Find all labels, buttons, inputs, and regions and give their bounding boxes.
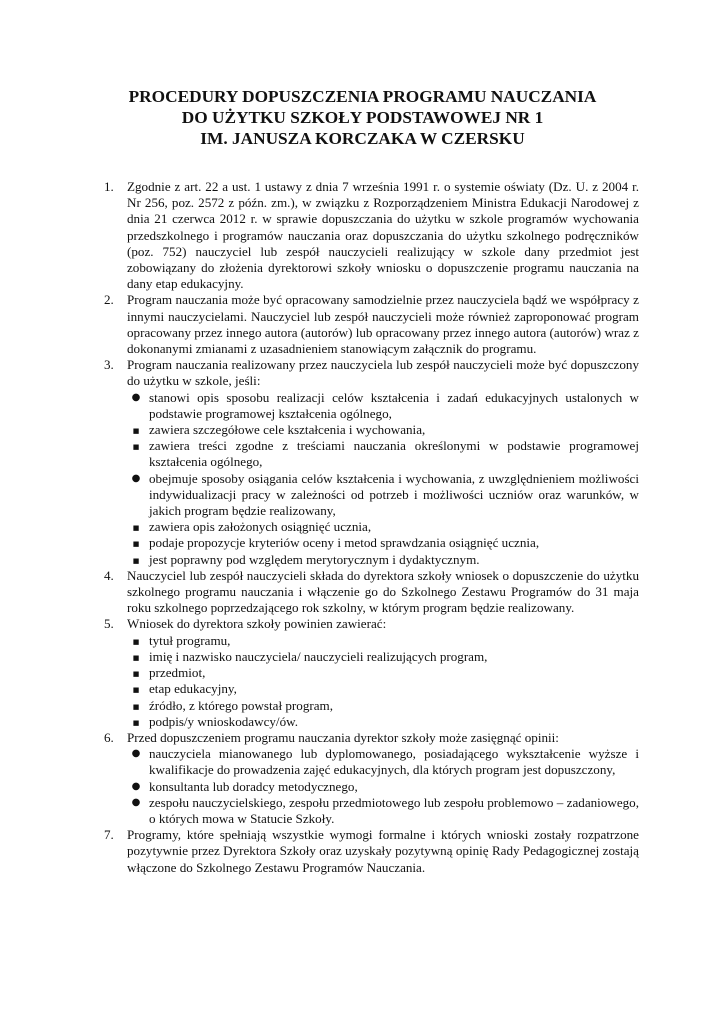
title-line-3: IM. JANUSZA KORCZAKA W CZERSKU [200, 129, 525, 148]
sub-list-item [127, 714, 639, 730]
item-number: 3. [104, 357, 114, 373]
sub-item-text: etap edukacyjny, [149, 681, 237, 697]
sub-list-item [127, 698, 639, 714]
square-bullet-icon: ■ [132, 686, 140, 695]
title-line-2: DO UŻYTKU SZKOŁY PODSTAWOWEJ NR 1 [181, 108, 544, 127]
sub-item-text: stanowi opis sposobu realizacji celów kształcenia i zadań edukacyjnych ustalonych w podstawie programowej kształcenia ogólnego, [149, 389, 639, 421]
sub-item-text: nauczyciela mianowanego lub dyplomowanego, posiadającego wykształcenie wyższe i kwalifikacje do prowadzenia zajęć edukacyjnych, dla których program jest dopuszczony, [149, 746, 639, 778]
sub-item-text: przedmiot, [149, 665, 206, 681]
procedure-list-container [104, 179, 639, 876]
sub-list-item [127, 746, 639, 778]
sub-list-item [127, 665, 639, 681]
procedure-list [104, 179, 639, 876]
sub-item-text: podaje propozycje kryteriów oceny i metod sprawdzania osiągnięć ucznia, [149, 535, 540, 551]
item-number: 5. [104, 616, 114, 632]
sub-list [127, 390, 639, 568]
square-bullet-icon: ■ [132, 524, 140, 533]
item-text: Zgodnie z art. 22 a ust. 1 ustawy z dnia 7 września 1991 r. o systemie oświaty (Dz. U. z 2004 r. Nr 256, poz. 2572 z późn. zm.), w związku z Rozporządzeniem Ministra Edukacji Narodowej z dnia 21 czerwca 2012 r. w sprawie dopuszczania do użytku w szkole programów wychowania przedszkolnego i programów nauczania oraz dopuszczania do użytku szkolnego podręczników (poz. 752) nauczyciel lub zespół nauczycieli realizujący w szkole dany przedmiot jest zobowiązany do złożenia dyrektorowi szkoły wniosku o dopuszczenie programu nauczania na dany etap edukacyjny. [127, 179, 639, 292]
sub-list-item [127, 795, 639, 827]
procedure-item-6 [104, 729, 639, 827]
sub-list-item [127, 779, 639, 795]
item-text: Programy, które spełniają wszystkie wymogi formalne i których wnioski zostały rozpatrzone pozytywnie przez Dyrektora Szkoły oraz uzyskały pozytywną opinię Rady Pedagogicznej zostają włączone do Szkolnego Zestawu Programów Nauczania. [127, 827, 639, 875]
round-bullet-icon: ● [131, 391, 141, 403]
item-number: 7. [104, 827, 114, 843]
sub-list-item [127, 438, 639, 470]
item-number: 2. [104, 292, 114, 308]
square-bullet-icon: ■ [132, 556, 140, 565]
sub-item-text: konsultanta lub doradcy metodycznego, [149, 778, 358, 794]
square-bullet-icon: ■ [132, 443, 140, 452]
item-number: 6. [104, 729, 114, 745]
title-line-1: PROCEDURY DOPUSZCZENIA PROGRAMU NAUCZANIA [128, 87, 597, 106]
square-bullet-icon: ■ [132, 637, 140, 646]
sub-list-item [127, 649, 639, 665]
round-bullet-icon: ● [131, 472, 141, 484]
sub-list-item [127, 519, 639, 535]
item-text: Wniosek do dyrektora szkoły powinien zawierać: [127, 616, 387, 632]
square-bullet-icon: ■ [132, 540, 140, 549]
sub-list-item [127, 633, 639, 649]
square-bullet-icon: ■ [132, 718, 140, 727]
sub-item-text: podpis/y wnioskodawcy/ów. [149, 713, 298, 729]
sub-item-text: obejmuje sposoby osiągania celów kształcenia i wychowania, z uwzględnieniem możliwości indywidualizacji pracy w zależności od potrzeb i możliwości uczniów oraz warunków, w jakich program będzie realizowany, [149, 470, 639, 519]
item-text: Nauczyciel lub zespół nauczycieli składa do dyrektora szkoły wniosek o dopuszczenie do użytku szkolnego programu nauczania i włączenie go do Szkolnego Zestawu Programów do 31 maja roku szkolnego poprzedzającego rok szkolny, w którym program będzie realizowany. [127, 567, 639, 616]
sub-item-text: zawiera treści zgodne z treściami nauczania określonymi w podstawie programowej kształcenia ogólnego, [149, 438, 639, 470]
sub-list-item [127, 471, 639, 520]
square-bullet-icon: ■ [132, 702, 140, 711]
sub-item-text: źródło, z którego powstał program, [149, 697, 333, 713]
item-number: 1. [104, 179, 114, 194]
sub-list-item [127, 552, 639, 568]
sub-item-text: imię i nazwisko nauczyciela/ nauczycieli realizujących program, [149, 648, 488, 664]
sub-item-text: jest poprawny pod względem merytorycznym i dydaktycznym. [149, 551, 480, 567]
square-bullet-icon: ■ [132, 427, 140, 436]
procedure-item-7 [104, 827, 639, 876]
item-number: 4. [104, 567, 114, 583]
sub-list-item [127, 681, 639, 697]
procedure-item-3 [104, 357, 639, 568]
square-bullet-icon: ■ [132, 653, 140, 662]
square-bullet-icon: ■ [132, 670, 140, 679]
procedure-item-1 [104, 179, 639, 292]
sub-item-text: zespołu nauczycielskiego, zespołu przedmiotowego lub zespołu problemowo – zadaniowego, o których mowa w Statucie Szkoły. [149, 794, 639, 826]
sub-list-item [127, 390, 639, 422]
sub-list [127, 746, 639, 827]
sub-list-item [127, 422, 639, 438]
procedure-item-4 [104, 567, 639, 617]
sub-item-text: zawiera opis założonych osiągnięć ucznia, [149, 519, 372, 535]
sub-list-item [127, 535, 639, 551]
sub-item-text: zawiera szczegółowe cele kształcenia i wychowania, [149, 422, 426, 438]
round-bullet-icon: ● [131, 796, 141, 808]
round-bullet-icon: ● [131, 748, 141, 760]
procedure-item-5 [104, 616, 639, 729]
sub-item-text: tytuł programu, [149, 632, 231, 648]
sub-list [127, 633, 639, 730]
document-title [0, 86, 725, 149]
procedure-item-2 [104, 292, 639, 357]
item-text: Przed dopuszczeniem programu nauczania dyrektor szkoły może zasięgnąć opinii: [127, 729, 559, 745]
round-bullet-icon: ● [131, 780, 141, 792]
item-text: Program nauczania może być opracowany samodzielnie przez nauczyciela bądź we współpracy z innymi nauczycielami. Nauczyciel lub zespół nauczycieli może również zaproponować program opracowany przez innego autora (autorów) lub opracowany przez innego autora (autorów) wraz z dokonanymi zmianami z uzasadnieniem stanowiącym załącznik do programu. [127, 292, 639, 357]
item-text: Program nauczania realizowany przez nauczyciela lub zespół nauczycieli może być dopuszczony do użytku w szkole, jeśli: [127, 357, 639, 389]
